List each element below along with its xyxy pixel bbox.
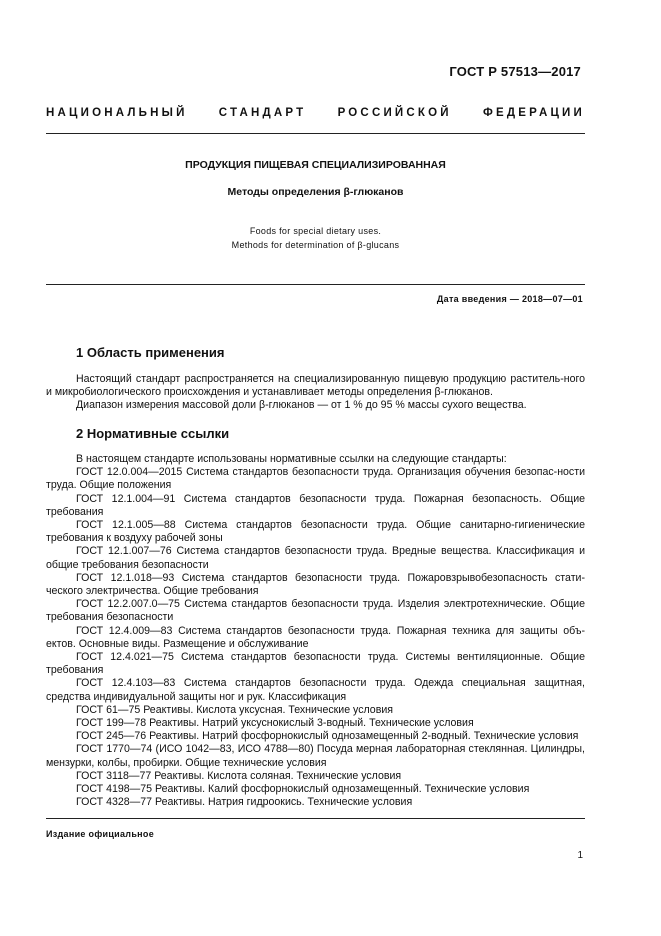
normative-reference: ГОСТ 12.1.018—93 Система стандартов безопасности труда. Пожаровзрывобезопасность стати-ческого электричества. Общие требования — [46, 571, 585, 598]
normative-reference: ГОСТ 1770—74 (ИСО 1042—83, ИСО 4788—80) Посуда мерная лабораторная стеклянная. Цилиндры, мензурки, колбы, пробирки. Общие технические условия — [46, 743, 585, 769]
edition-label: Издание официальное — [46, 829, 155, 839]
national-standard-banner: НАЦИОНАЛЬНЫЙ СТАНДАРТ РОССИЙСКОЙ ФЕДЕРАЦИИ — [46, 107, 585, 119]
document-title: ПРОДУКЦИЯ ПИЩЕВАЯ СПЕЦИАЛИЗИРОВАННАЯ — [185, 159, 446, 171]
normative-reference: ГОСТ 199—78 Реактивы. Натрий уксуснокислый 3-водный. Технические условия — [76, 717, 474, 730]
page-number: 1 — [577, 850, 583, 861]
section-2-title: 2 Нормативные ссылки — [76, 426, 230, 441]
document-code: ГОСТ Р 57513—2017 — [449, 64, 581, 79]
introduction-date: Дата введения — 2018—07—01 — [436, 294, 583, 304]
section-2-body — [46, 453, 585, 809]
normative-reference: ГОСТ 4198—75 Реактивы. Калий фосфорнокислый однозамещенный. Технические условия — [76, 783, 530, 796]
normative-reference: ГОСТ 12.1.007—76 Система стандартов безопасности труда. Вредные вещества. Классификация и общие требования безопасности — [46, 545, 585, 571]
normative-reference: ГОСТ 12.4.009—83 Система стандартов безопасности труда. Пожарная техника для защиты объ-ектов. Основные виды. Размещение и обслуживание — [46, 624, 585, 650]
normative-reference: ГОСТ 12.4.021—75 Система стандартов безопасности труда. Системы вентиляционные. Общие требования — [46, 651, 585, 677]
english-title-line1: Foods for special dietary uses. — [249, 226, 382, 236]
normative-reference: ГОСТ 12.1.005—88 Система стандартов безопасности труда. Общие санитарно-гигиенические требования к воздуху рабочей зоны — [46, 519, 585, 545]
section-1-paragraph: Настоящий стандарт распространяется на специализированную пищевую продукцию раститель-ного и микробиологического происхождения и устанавливает методы определения β-глюканов. — [46, 373, 585, 399]
divider-title — [46, 284, 585, 285]
english-title-line2: Methods for determination of β-glucans — [231, 240, 400, 250]
normative-reference: ГОСТ 61—75 Реактивы. Кислота уксусная. Технические условия — [76, 703, 393, 716]
section-2-intro: В настоящем стандарте использованы нормативные ссылки на следующие стандарты: — [76, 453, 507, 465]
document-subtitle: Методы определения β-глюканов — [227, 186, 404, 198]
normative-reference: ГОСТ 245—76 Реактивы. Натрий фосфорнокислый однозамещенный 2-водный. Технические условия — [76, 730, 579, 743]
normative-reference: ГОСТ 4328—77 Реактивы. Натрия гидроокись. Технические условия — [76, 796, 413, 809]
section-1-title: 1 Область применения — [76, 345, 225, 360]
divider-bottom — [46, 818, 585, 819]
normative-reference: ГОСТ 12.1.004—91 Система стандартов безопасности труда. Пожарная безопасность. Общие требования — [46, 492, 585, 518]
normative-reference: ГОСТ 12.0.004—2015 Система стандартов безопасности труда. Организация обучения безопас-ности труда. Общие положения — [46, 466, 585, 492]
section-1-paragraph: Диапазон измерения массовой доли β-глюканов — от 1 % до 95 % массы сухого вещества. — [76, 399, 527, 412]
normative-reference: ГОСТ 3118—77 Реактивы. Кислота соляная. Технические условия — [76, 769, 402, 782]
normative-reference: ГОСТ 12.2.007.0—75 Система стандартов безопасности труда. Изделия электротехнические. Общие требования безопасности — [46, 598, 585, 624]
section-1-body — [46, 373, 585, 413]
normative-reference: ГОСТ 12.4.103—83 Система стандартов безопасности труда. Одежда специальная защитная, средства индивидуальной защиты ног и рук. Классификация — [46, 677, 585, 703]
divider-top — [46, 133, 585, 134]
